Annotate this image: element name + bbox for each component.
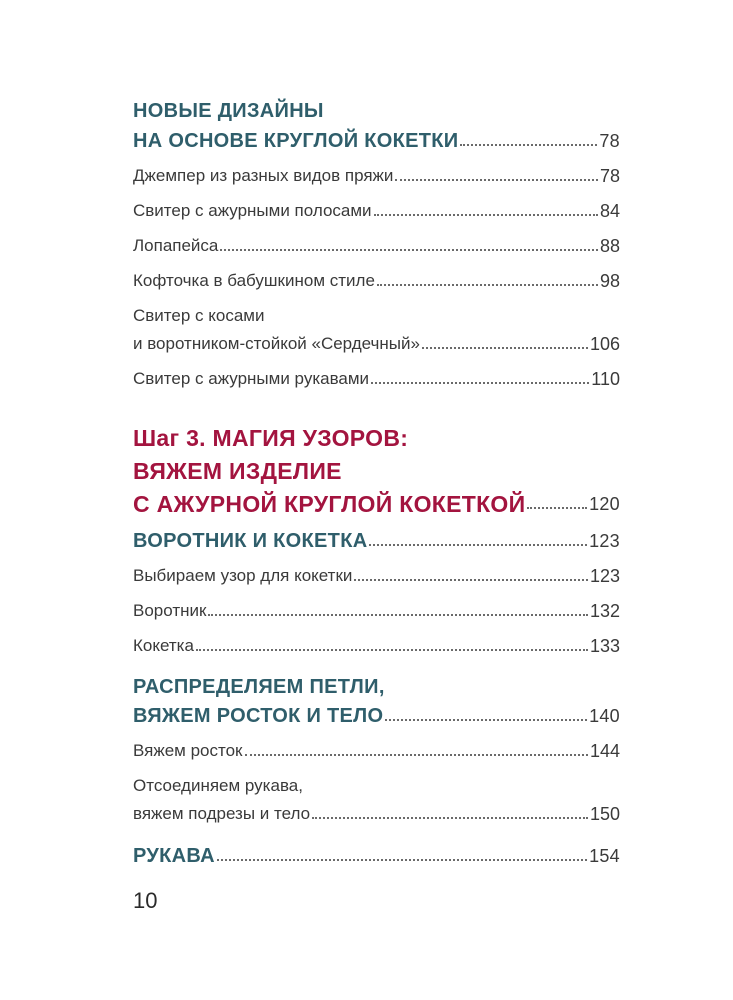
chapter-heading-text: С АЖУРНОЙ КРУГЛОЙ КОКЕТКОЙ (133, 491, 526, 517)
entry-title: Выбираем узор для кокетки (133, 566, 353, 585)
dot-leader (354, 579, 588, 581)
chapter-heading-entry[interactable] (133, 485, 620, 515)
page-ref: 120 (589, 494, 620, 514)
entry-title: Отсоединяем рукава, (133, 776, 303, 795)
dot-leader (527, 507, 587, 509)
chapter-heading-text: ВЯЖЕМ ИЗДЕЛИЕ (133, 458, 342, 484)
section-heading-entry[interactable] (133, 841, 620, 867)
entry-title: Воротник (133, 601, 207, 620)
page-ref: 123 (589, 566, 620, 586)
dot-leader (369, 544, 587, 546)
section-heading-text: НА ОСНОВЕ КРУГЛОЙ КОКЕТКИ (133, 130, 459, 152)
chapter-heading-line[interactable] (133, 452, 620, 482)
page-ref: 123 (589, 531, 620, 551)
toc-entry[interactable] (133, 364, 620, 390)
page-ref: 78 (599, 166, 620, 186)
page-ref: 106 (589, 334, 620, 354)
page-ref: 133 (589, 636, 620, 656)
page-ref: 132 (589, 601, 620, 621)
toc-entry[interactable] (133, 161, 620, 187)
dot-leader (374, 214, 598, 216)
dot-leader (395, 179, 598, 181)
page-ref: 98 (599, 271, 620, 291)
toc-entry[interactable] (133, 736, 620, 762)
toc-entry[interactable] (133, 561, 620, 587)
toc-entry-line[interactable] (133, 771, 620, 797)
entry-title: Кокетка (133, 636, 194, 655)
section-heading-entry[interactable] (133, 126, 620, 152)
page-ref: 110 (591, 369, 620, 389)
dot-leader (377, 284, 598, 286)
entry-title: Свитер с косами (133, 306, 265, 325)
section-heading-text: НОВЫЕ ДИЗАЙНЫ (133, 100, 324, 122)
entry-title: Свитер с ажурными полосами (133, 201, 372, 220)
entry-title: и воротником-стойкой «Сердечный» (133, 334, 420, 353)
section-heading-entry[interactable] (133, 701, 620, 727)
dot-leader (460, 144, 597, 146)
toc-entry[interactable] (133, 596, 620, 622)
dot-leader (245, 754, 588, 756)
dot-leader (371, 382, 589, 384)
section-heading-line[interactable] (133, 672, 620, 698)
toc-entry[interactable] (133, 631, 620, 657)
dot-leader (217, 859, 587, 861)
dot-leader (208, 614, 588, 616)
toc-entry[interactable] (133, 329, 620, 355)
toc-entry-line[interactable] (133, 301, 620, 327)
toc-entry[interactable] (133, 266, 620, 292)
page-ref: 144 (589, 741, 620, 761)
page-ref: 88 (599, 236, 620, 256)
page-ref: 78 (599, 131, 620, 151)
section-heading-text: ВЯЖЕМ РОСТОК И ТЕЛО (133, 705, 384, 727)
toc-entry[interactable] (133, 799, 620, 825)
page-number: 10 (133, 888, 158, 913)
entry-title: Лопапейса (133, 236, 219, 255)
page-ref: 84 (599, 201, 620, 221)
entry-title: вяжем подрезы и тело (133, 804, 311, 823)
section-heading-entry[interactable] (133, 526, 620, 552)
section-heading-text: ВОРОТНИК И КОКЕТКА (133, 530, 368, 552)
dot-leader (385, 719, 587, 721)
dot-leader (422, 347, 588, 349)
section-heading-text: РУКАВА (133, 845, 215, 867)
dot-leader (196, 649, 588, 651)
dot-leader (312, 817, 588, 819)
section-heading-line[interactable] (133, 96, 620, 122)
dot-leader (220, 249, 598, 251)
page-ref: 140 (589, 706, 620, 726)
entry-title: Свитер с ажурными рукавами (133, 369, 370, 388)
chapter-heading-text: Шаг 3. МАГИЯ УЗОРОВ: (133, 425, 409, 451)
entry-title: Джемпер из разных видов пряжи (133, 166, 394, 185)
section-heading-text: РАСПРЕДЕЛЯЕМ ПЕТЛИ, (133, 676, 385, 698)
toc-entry[interactable] (133, 196, 620, 222)
page-ref: 150 (589, 804, 620, 824)
page-ref: 154 (589, 846, 620, 866)
chapter-heading-line[interactable] (133, 419, 620, 449)
toc-entry[interactable] (133, 231, 620, 257)
entry-title: Кофточка в бабушкином стиле (133, 271, 375, 290)
entry-title: Вяжем росток (133, 741, 243, 760)
